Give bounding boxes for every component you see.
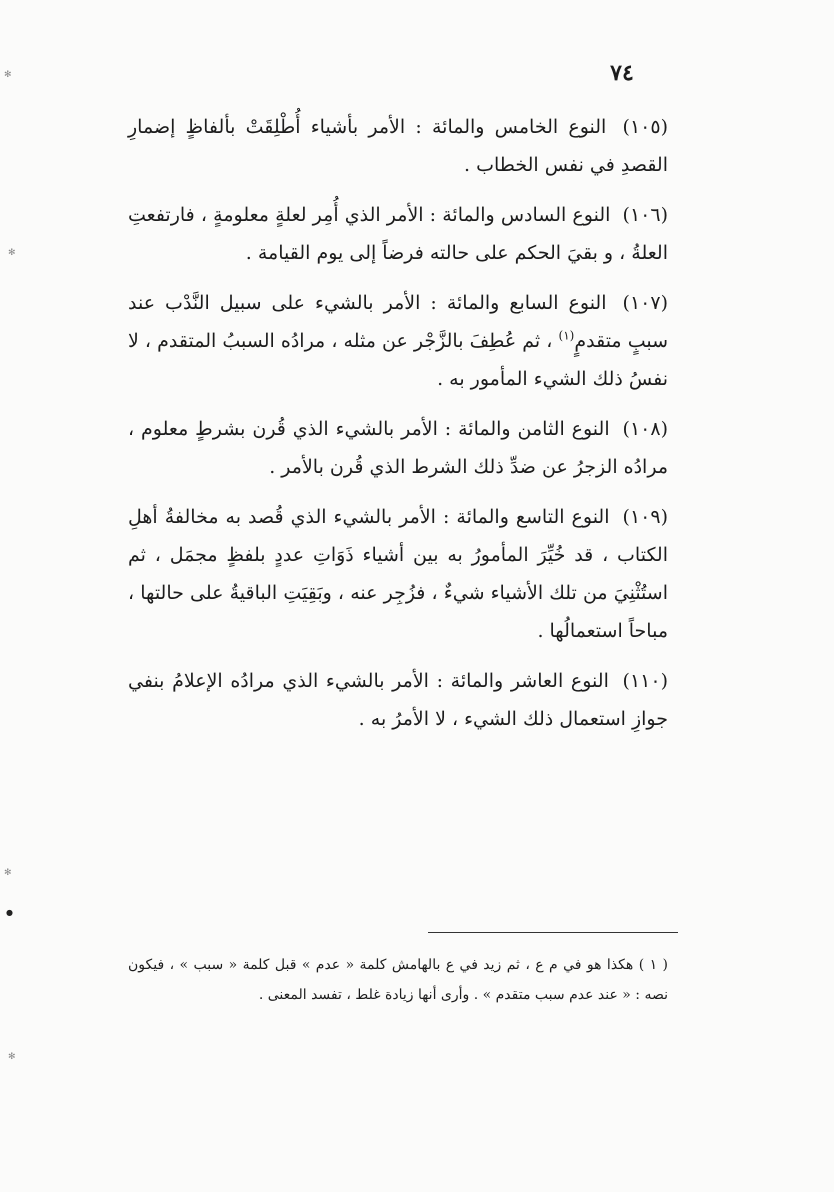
paragraph-110: [128, 662, 668, 738]
scan-speck: ✻: [8, 248, 16, 258]
paragraph-number: (١٠٩): [622, 506, 668, 528]
footnote-text: هكذا هو في م ع ، ثم زيد في ع بالهامش كلمة « عدم » قبل كلمة « سبب » ، فيكون نصه : « عند عدم سبب متقدم » . وأرى أنها زيادة غلط ، تفسد المعنى .: [128, 957, 668, 1003]
paragraph-108: [128, 410, 668, 486]
footnote: [128, 950, 668, 1010]
scan-speck: ●: [6, 908, 13, 917]
paragraph-text: النوع الثامن والمائة : الأمر بالشيء الذي قُرن بشرطٍ معلوم ، مرادُه الزجرُ عن ضدِّ ذلك الشرط الذي قُرن بالأمر .: [128, 418, 668, 478]
paragraph-106: [128, 196, 668, 272]
footnote-divider: [428, 932, 678, 933]
paragraph-text: النوع السابع والمائة : الأمر بالشيء على سبيل النَّدْب عند سببٍ متقدمٍ: [128, 292, 669, 352]
paragraph-number: (١٠٥): [622, 116, 668, 138]
paragraph-text-continued: ، ثم عُطِفَ بالزَّجْر عن مثله ، مرادُه السببُ المتقدم ، لا نفسُ ذلك الشيء المأمور به .: [128, 330, 668, 390]
footnote-reference: (١): [558, 328, 575, 343]
scan-speck: ✻: [4, 868, 12, 878]
paragraph-number: (١٠٧): [622, 292, 669, 314]
paragraph-text: النوع التاسع والمائة : الأمر بالشيء الذي قُصد به مخالفةُ أهلِ الكتاب ، قد خُيِّرَ المأمورُ به بين أشياء ذَوَاتِ عددٍ بلفظٍ مجمَل ، ثم استُثْنِيَ من تلك الأشياء شيءٌ ، فزُجِر عنه ، وبَقِيَتِ الباقيةُ على حالتها ، مباحاً استعمالُها .: [128, 506, 668, 642]
scan-speck: ✻: [8, 1052, 16, 1062]
paragraph-number: (١٠٦): [622, 204, 668, 226]
page-number: ٧٤: [610, 60, 634, 86]
paragraph-107: [128, 284, 668, 398]
paragraph-105: [128, 108, 668, 184]
paragraph-text: النوع العاشر والمائة : الأمر بالشيء الذي مرادُه الإعلامُ بنفي جوازِ استعمال ذلك الشيء ، لا الأمرُ به .: [128, 670, 668, 730]
paragraph-109: [128, 498, 668, 650]
main-text: [128, 108, 668, 750]
paragraph-number: (١٠٨): [622, 418, 669, 440]
paragraph-text: النوع الخامس والمائة : الأمر بأشياء أُطْلِقَتْ بألفاظٍ إضمارِ القصدِ في نفس الخطاب .: [128, 116, 668, 176]
paragraph-text: النوع السادس والمائة : الأمر الذي أُمِر لعلةٍ معلومةٍ ، فارتفعتِ العلةُ ، و بقيَ الحكم على حالته فرضاً إلى يوم القيامة .: [128, 204, 668, 264]
scan-speck: ✻: [4, 70, 12, 80]
paragraph-number: (١١٠): [622, 670, 669, 692]
footnote-number: ( ١ ): [638, 957, 668, 973]
